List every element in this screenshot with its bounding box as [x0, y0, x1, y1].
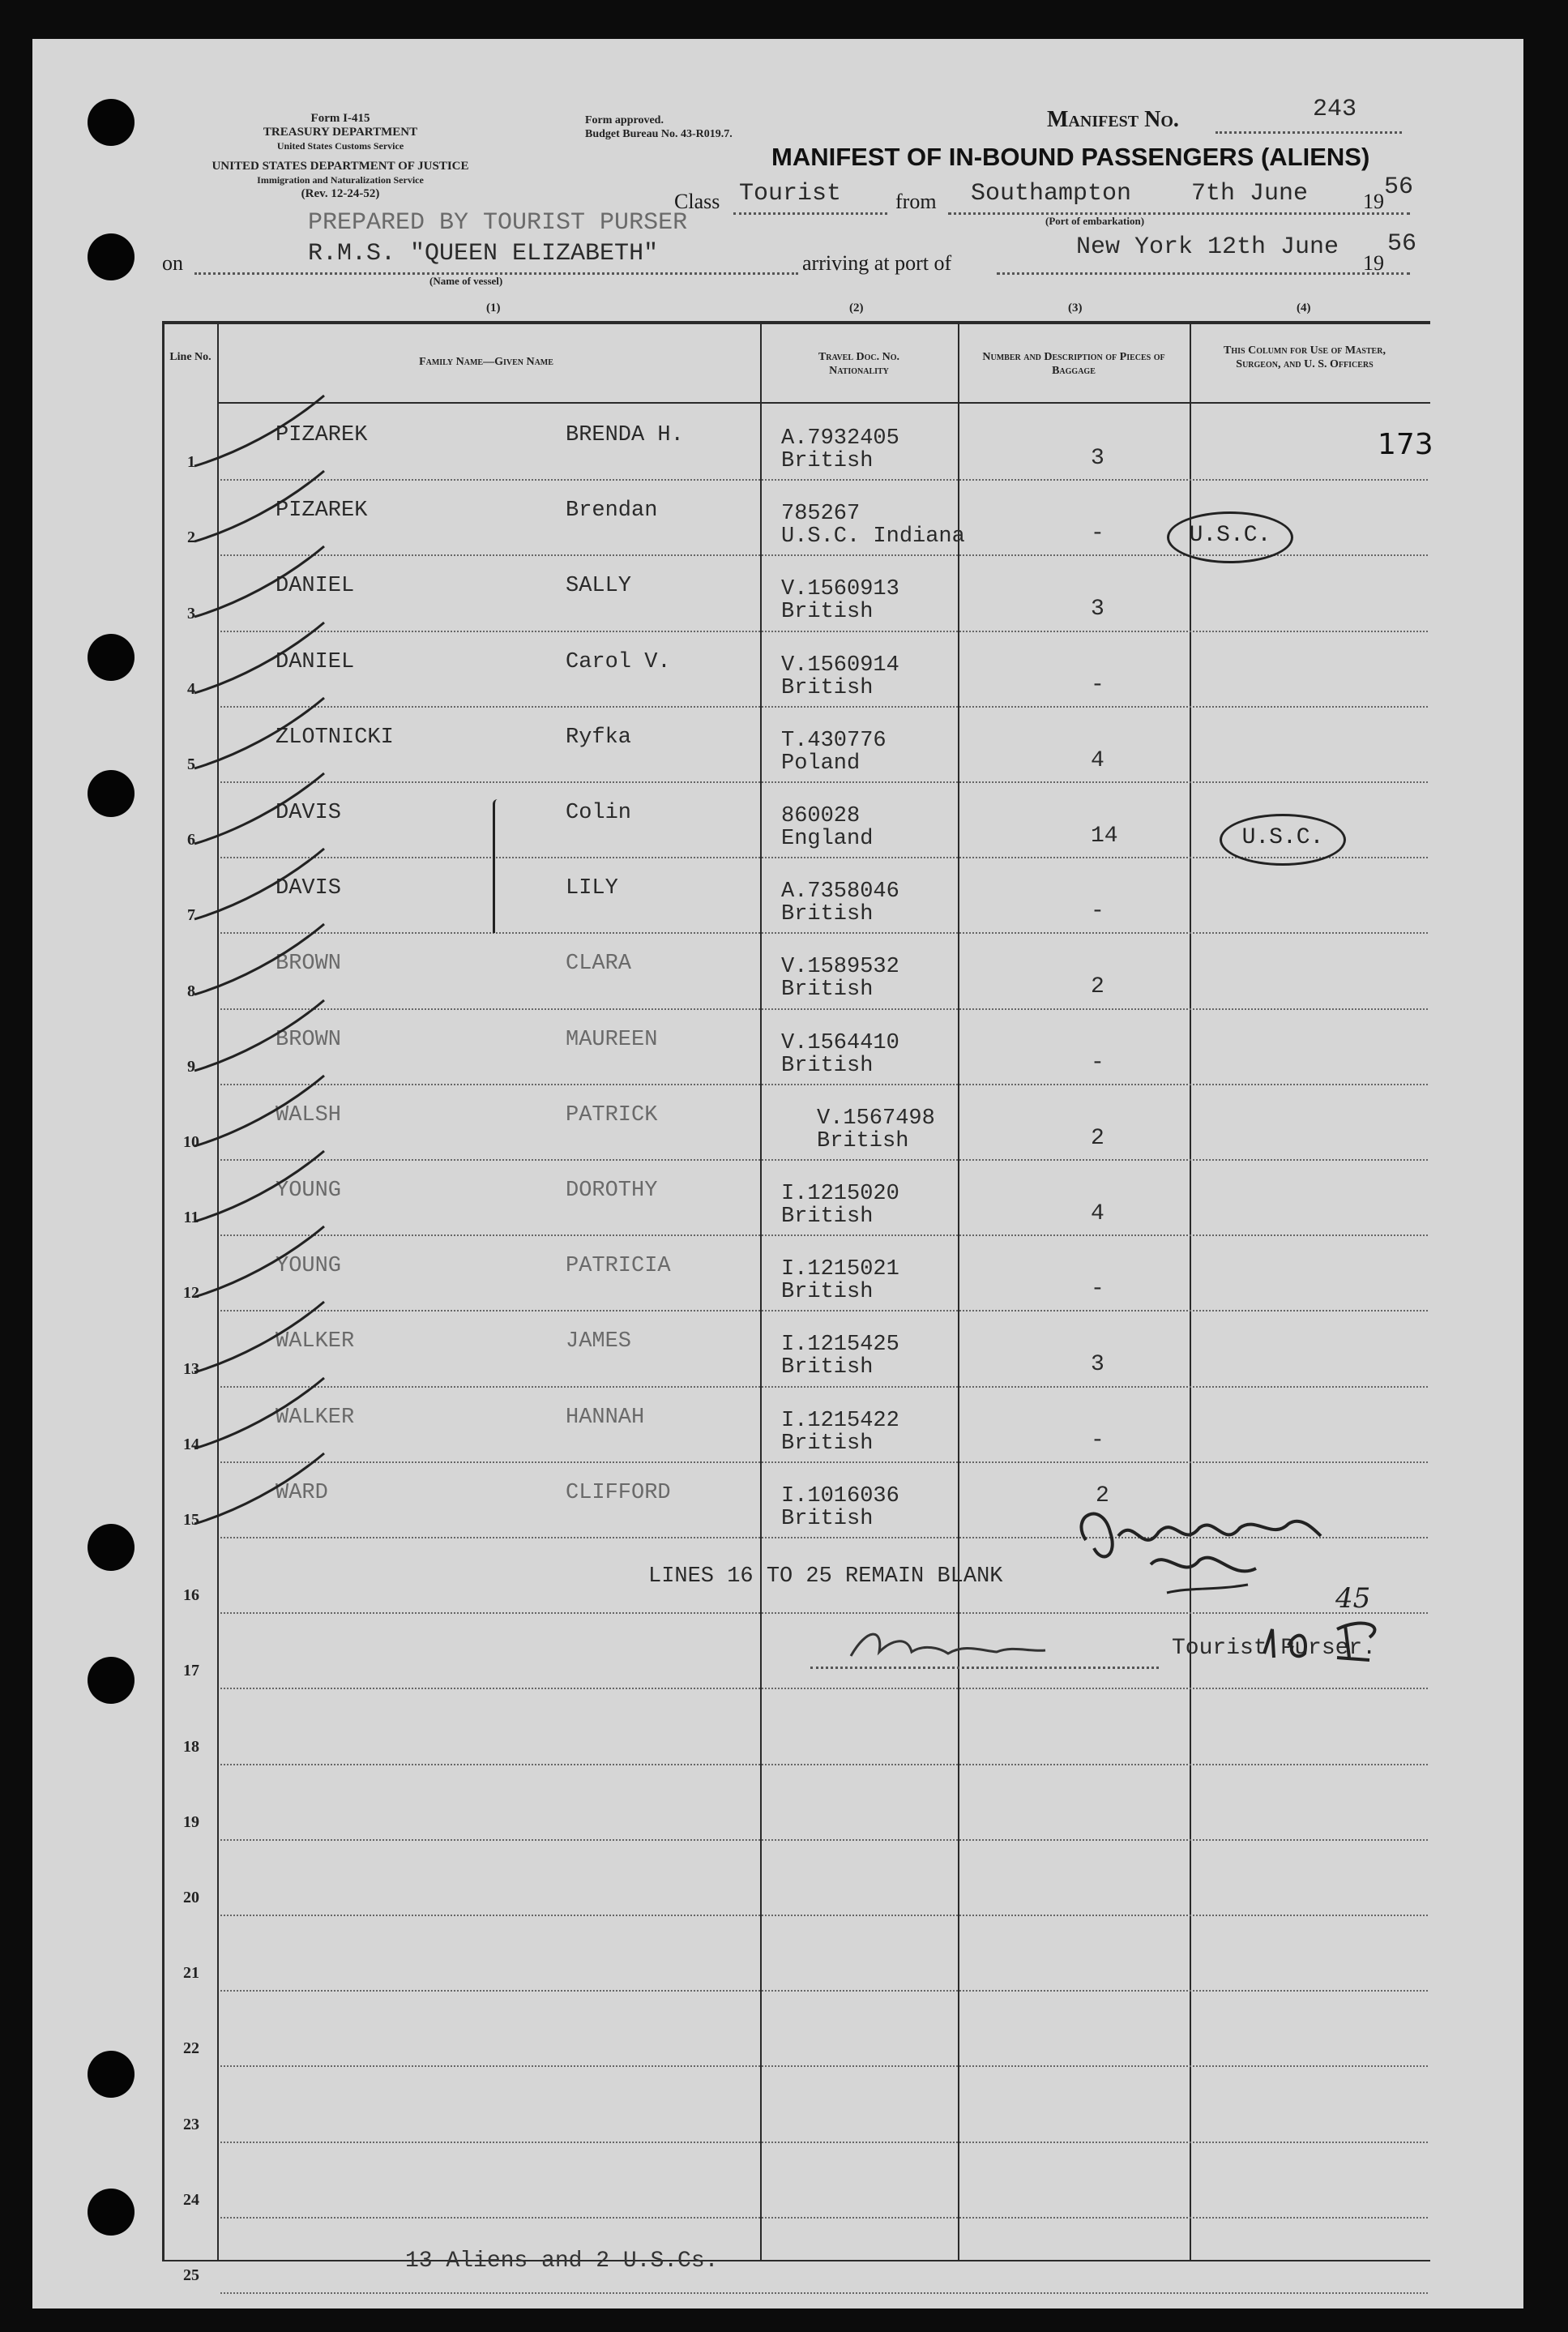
family-name: WARD: [276, 1480, 328, 1505]
family-bracket: [493, 799, 500, 933]
travel-doc-no: V.1560913: [781, 577, 899, 602]
manifest-title: MANIFEST OF IN-BOUND PASSENGERS (ALIENS): [771, 143, 1370, 171]
nationality: British: [781, 600, 874, 625]
line-number: 9: [187, 1057, 195, 1076]
header-baggage: Number and Description of Pieces of Baggage: [982, 351, 1165, 377]
line-number: 14: [183, 1435, 199, 1453]
col-num-1: (1): [486, 302, 501, 314]
given-name: Brendan: [566, 498, 658, 524]
family-name: BROWN: [276, 952, 342, 977]
manifest-no-label: Manifest No.: [1047, 107, 1179, 132]
binder-hole: [88, 1524, 135, 1571]
given-name: BRENDA H.: [566, 423, 684, 447]
baggage-count: -: [1091, 1277, 1104, 1303]
family-name: BROWN: [276, 1027, 342, 1052]
family-name: DANIEL: [276, 574, 355, 599]
handwritten-number: 45: [1335, 1582, 1371, 1615]
given-name: JAMES: [566, 1329, 632, 1354]
line-number: 6: [187, 831, 195, 849]
line-number: 22: [183, 2039, 199, 2058]
binder-hole: [88, 634, 135, 681]
line-number: 1: [187, 453, 195, 472]
line-number: 5: [187, 755, 195, 773]
travel-doc-no: A.7932405: [781, 426, 899, 451]
class-label: Class: [674, 190, 720, 213]
binder-hole: [88, 99, 135, 146]
family-name: PIZAREK: [276, 498, 368, 524]
baggage-count: 2: [1091, 1125, 1104, 1151]
row-divider: [220, 706, 1428, 708]
binder-hole: [88, 2051, 135, 2098]
row-divider: [220, 781, 1428, 783]
row-divider: [220, 1990, 1428, 1992]
row-divider: [220, 2065, 1428, 2067]
form-number: Form I-415: [310, 112, 370, 125]
arrival-year: 56: [1387, 230, 1417, 258]
travel-doc-no: I.1215021: [781, 1257, 899, 1282]
given-name: CLARA: [566, 952, 632, 977]
baggage-count: -: [1091, 899, 1104, 925]
arriving-label: arriving at port of: [802, 251, 952, 275]
family-name: YOUNG: [276, 1254, 342, 1279]
nationality: British: [781, 1205, 874, 1229]
travel-doc-no: 785267: [781, 502, 861, 527]
row-divider: [220, 2292, 1428, 2294]
row-divider: [220, 1764, 1428, 1765]
line-number: 7: [187, 906, 195, 925]
officer-signature: [1053, 1491, 1361, 1613]
baggage-count: 3: [1091, 597, 1104, 623]
row-divider: [220, 2142, 1428, 2143]
row-divider: [220, 1310, 1428, 1311]
travel-doc-no: I.1215425: [781, 1333, 899, 1358]
given-name: DOROTHY: [566, 1179, 658, 1203]
form-header-left: [162, 112, 519, 201]
header-officers: This Column for Use of Master, Surgeon, and U. S. Officers: [1224, 344, 1386, 370]
family-name: WALSH: [276, 1102, 342, 1127]
nationality: British: [781, 978, 874, 1003]
line-number: 18: [183, 1737, 199, 1756]
given-name: SALLY: [566, 574, 632, 599]
family-name: WALKER: [276, 1329, 355, 1354]
given-name: Colin: [566, 801, 632, 825]
line-number: 19: [183, 1812, 199, 1831]
given-name: MAUREEN: [566, 1027, 658, 1052]
line-number: 23: [183, 2115, 199, 2133]
header-name: Family Name—Given Name: [419, 356, 553, 368]
bag-total: 2: [1096, 1483, 1109, 1508]
customs-service: United States Customs Service: [276, 140, 404, 152]
binder-hole: [88, 2189, 135, 2236]
header-travel-doc: Travel Doc. No. Nationality: [818, 351, 900, 377]
given-name: PATRICK: [566, 1102, 658, 1127]
line-number: 4: [187, 679, 195, 698]
baggage-count: 3: [1091, 1352, 1104, 1378]
given-name: LILY: [566, 876, 618, 901]
col-num-3: (3): [1068, 302, 1083, 314]
travel-doc-no: 860028: [781, 804, 861, 828]
given-name: CLIFFORD: [566, 1480, 671, 1505]
travel-doc-no: I.1215020: [781, 1182, 899, 1206]
line-number: 16: [183, 1586, 199, 1605]
revision: (Rev. 12-24-52): [301, 187, 380, 200]
row-divider: [220, 1234, 1428, 1236]
binder-hole: [88, 1657, 135, 1704]
travel-doc-no: V.1564410: [781, 1030, 899, 1055]
family-name: ZLOTNICKI: [276, 725, 394, 750]
baggage-count: -: [1091, 672, 1104, 698]
baggage-count: 4: [1091, 747, 1104, 773]
nationality: England: [781, 827, 874, 851]
travel-doc-no: I.1215422: [781, 1408, 899, 1433]
line-number: 13: [183, 1359, 199, 1378]
footer-summary: 13 Aliens and 2 U.S.Cs.: [405, 2249, 719, 2274]
nationality: U.S.C. Indiana: [781, 524, 965, 550]
baggage-count: 14: [1091, 824, 1118, 849]
travel-doc-no: A.7358046: [781, 879, 899, 905]
nationality: British: [817, 1128, 909, 1153]
row-divider: [220, 1915, 1428, 1916]
binder-hole: [88, 233, 135, 280]
remain-blank-note: LINES 16 TO 25 REMAIN BLANK: [648, 1564, 1003, 1589]
vessel-name: R.M.S. "QUEEN ELIZABETH": [308, 240, 659, 267]
nationality: British: [781, 449, 874, 473]
from-value: Southampton: [971, 180, 1132, 208]
line-number: 12: [183, 1284, 199, 1303]
class-value: Tourist: [739, 180, 842, 208]
purser-title: Tourist Purser.: [1172, 1636, 1377, 1661]
given-name: Carol V.: [566, 649, 671, 674]
embark-year: 56: [1384, 173, 1414, 201]
family-name: WALKER: [276, 1405, 355, 1430]
purser-signature: [843, 1620, 1102, 1668]
baggage-count: 4: [1091, 1201, 1104, 1226]
travel-doc-no: T.430776: [781, 728, 887, 753]
row-divider: [220, 479, 1428, 481]
line-number: 10: [183, 1133, 199, 1151]
baggage-count: -: [1091, 1050, 1104, 1076]
line-number: 15: [183, 1511, 199, 1529]
form-approved: Form approved. Budget Bureau No. 43-R019.7.: [585, 114, 733, 140]
line-number: 3: [187, 604, 195, 623]
travel-doc-no: V.1567498: [817, 1106, 935, 1131]
row-divider: [220, 2217, 1428, 2219]
year-prefix-2: 19: [1363, 251, 1384, 275]
row-divider: [220, 1839, 1428, 1841]
line-number: 21: [183, 1964, 199, 1983]
usc-stamp: U.S.C.: [1167, 511, 1293, 563]
family-name: DAVIS: [276, 801, 342, 825]
nationality: British: [781, 1431, 874, 1456]
travel-doc-no: V.1589532: [781, 955, 899, 980]
family-name: YOUNG: [276, 1179, 342, 1203]
handwritten-initials: [1248, 1613, 1410, 1670]
row-divider: [220, 1461, 1428, 1463]
row-divider: [220, 1688, 1428, 1689]
vessel-caption: (Name of vessel): [429, 275, 503, 287]
row-divider: [220, 631, 1428, 632]
row-divider: [220, 1084, 1428, 1085]
binder-hole: [88, 770, 135, 817]
nationality: British: [781, 1355, 874, 1380]
baggage-count: -: [1091, 1427, 1104, 1453]
port-embark-caption: (Port of embarkation): [1045, 215, 1145, 227]
nationality: British: [781, 902, 874, 927]
officer-note: 173: [1378, 428, 1433, 461]
on-label: on: [162, 251, 183, 275]
line-number: 11: [183, 1209, 199, 1227]
line-number: 2: [187, 528, 195, 547]
line-number: 25: [183, 2266, 199, 2284]
year-prefix-1: 19: [1363, 190, 1384, 213]
usc-stamp: U.S.C.: [1220, 814, 1346, 866]
travel-doc-no: I.1016036: [781, 1483, 899, 1508]
nationality: British: [781, 1053, 874, 1078]
family-name: DAVIS: [276, 876, 342, 901]
row-divider: [220, 1159, 1428, 1161]
treasury-dept: TREASURY DEPARTMENT: [263, 126, 418, 139]
header-line-no: Line No.: [169, 351, 211, 363]
line-number: 17: [183, 1662, 199, 1680]
col-num-4: (4): [1297, 302, 1311, 314]
nationality: British: [781, 675, 874, 700]
given-name: Ryfka: [566, 725, 632, 750]
prepared-by: PREPARED BY TOURIST PURSER: [308, 209, 688, 237]
embark-date: 7th June: [1191, 180, 1309, 208]
arrival-port-date: New York 12th June: [1076, 233, 1339, 261]
from-label: from: [895, 190, 937, 213]
line-number: 20: [183, 1889, 199, 1906]
baggage-count: 3: [1091, 446, 1104, 471]
col-num-2: (2): [849, 302, 864, 314]
family-name: PIZAREK: [276, 423, 368, 447]
row-divider: [220, 1386, 1428, 1388]
given-name: HANNAH: [566, 1405, 645, 1430]
manifest-no: 243: [1313, 96, 1357, 123]
row-divider: [220, 932, 1428, 934]
family-name: DANIEL: [276, 649, 355, 674]
check-mark-icon: [186, 1447, 348, 1536]
line-number: 24: [183, 2190, 199, 2209]
baggage-count: 2: [1091, 974, 1104, 1000]
row-divider: [220, 1008, 1428, 1010]
line-number: 8: [187, 982, 195, 1000]
ins-service: Immigration and Naturalization Service: [257, 174, 424, 186]
baggage-count: -: [1091, 521, 1104, 547]
travel-doc-no: V.1560914: [781, 653, 899, 678]
justice-dept: UNITED STATES DEPARTMENT OF JUSTICE: [211, 160, 469, 173]
nationality: British: [781, 1506, 874, 1531]
given-name: PATRICIA: [566, 1254, 671, 1279]
nationality: British: [781, 1280, 874, 1305]
nationality: Poland: [781, 751, 861, 776]
